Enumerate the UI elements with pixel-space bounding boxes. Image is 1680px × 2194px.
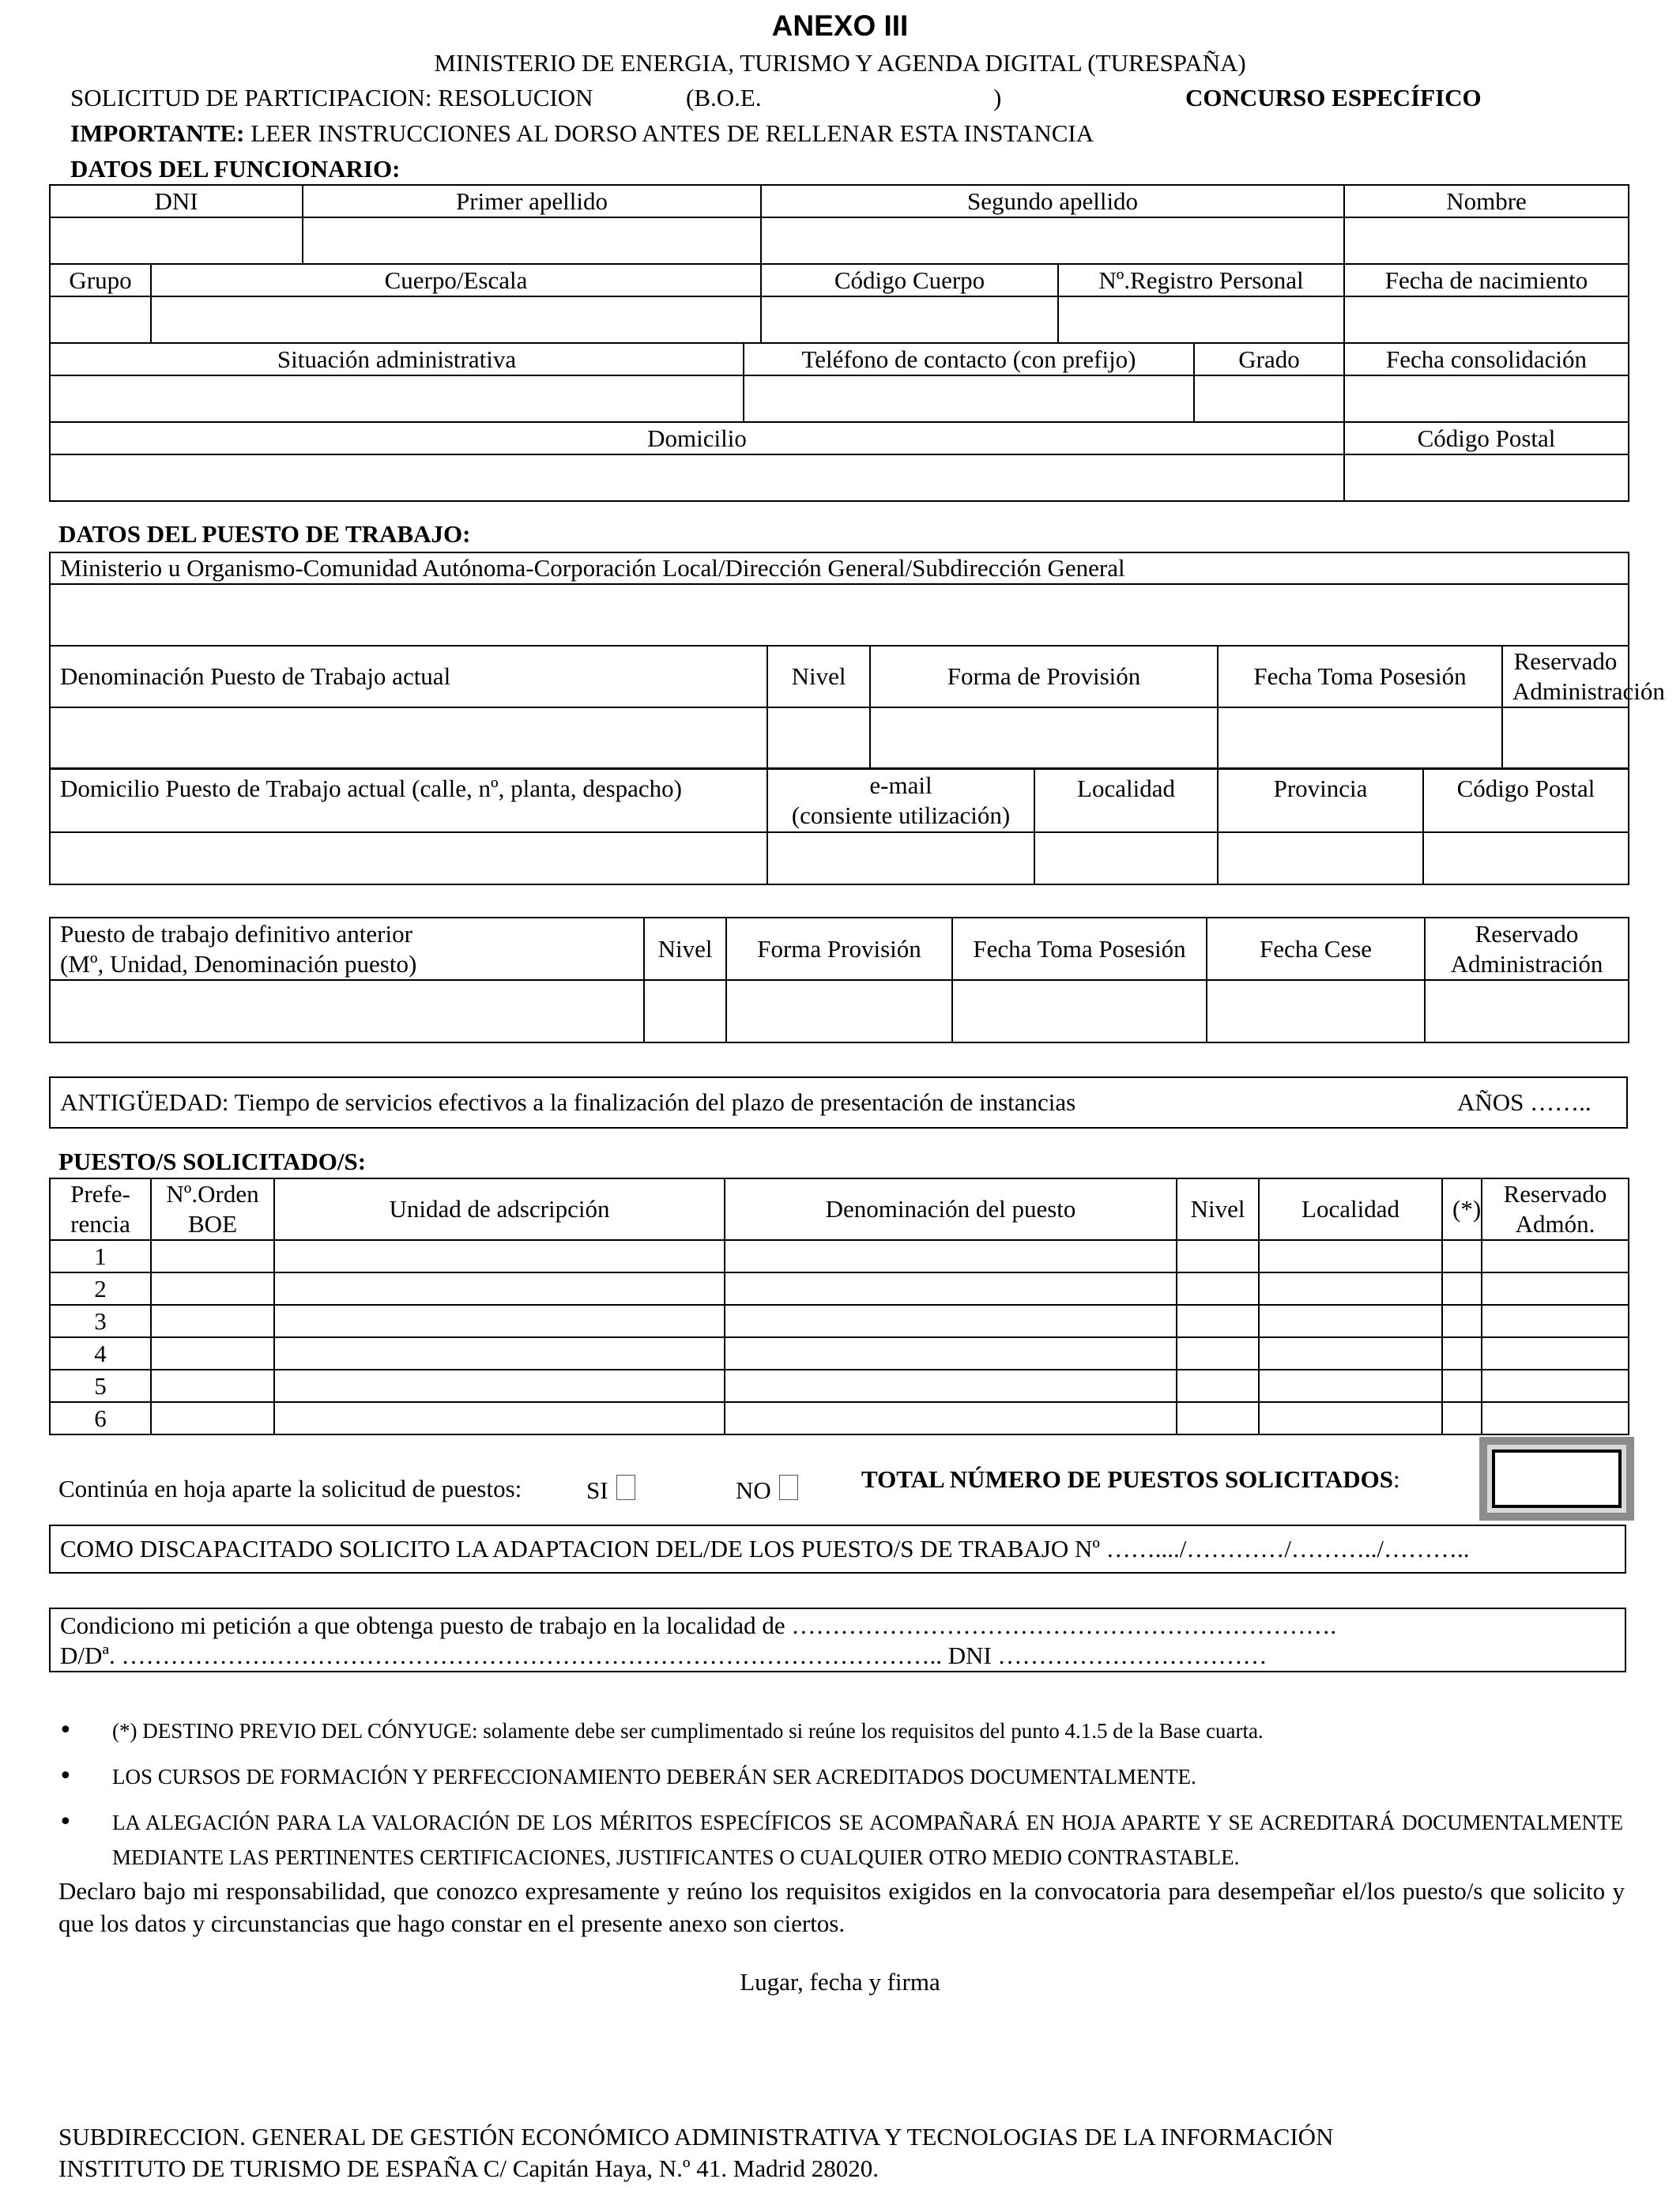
domicilio-field[interactable] <box>50 454 1344 501</box>
orden-line-2: BOE <box>188 1210 237 1238</box>
localidad-label: Localidad <box>1034 768 1218 832</box>
unidad-field[interactable] <box>274 1305 725 1337</box>
total-colon: : <box>1393 1465 1400 1493</box>
fecha-nacimiento-label: Fecha de nacimiento <box>1344 264 1629 296</box>
grado-field[interactable] <box>1194 375 1344 422</box>
importante-label: IMPORTANTE: <box>70 119 245 147</box>
denominacion-field[interactable] <box>725 1305 1177 1337</box>
preferencia-line-2: rencia <box>70 1210 130 1238</box>
nivel-field[interactable] <box>767 707 870 769</box>
reservado-field <box>1482 1337 1629 1370</box>
telefono-label: Teléfono de contacto (con prefijo) <box>744 343 1194 375</box>
page-title: ANEXO III <box>771 9 909 42</box>
registro-personal-field[interactable] <box>1058 296 1344 343</box>
orden-field[interactable] <box>151 1272 274 1305</box>
telefono-field[interactable] <box>744 375 1194 422</box>
solicitados-table <box>49 1178 1629 1435</box>
no-checkbox[interactable] <box>779 1475 798 1500</box>
anterior-reservado-line-2: Administración <box>1450 949 1603 978</box>
asterisco-field[interactable] <box>1442 1370 1482 1402</box>
segundo-apellido-field[interactable] <box>761 217 1344 264</box>
antiguedad-anos[interactable]: AÑOS …….. <box>1457 1088 1591 1116</box>
denominacion-puesto-label: Denominación del puesto <box>725 1178 1177 1240</box>
anterior-fecha-toma-field[interactable] <box>952 980 1207 1042</box>
total-box <box>1479 1437 1634 1521</box>
dni-label: DNI <box>50 185 303 217</box>
condiciono-line-1: Condiciono mi petición a que obtenga puesto de trabajo en la localidad de …………………………………………………………. <box>60 1612 1337 1639</box>
si-label: SI <box>586 1476 608 1504</box>
condiciono-box <box>49 1608 1626 1672</box>
anterior-reservado-label <box>1425 918 1629 980</box>
orden-line-1: Nº.Orden <box>166 1180 259 1208</box>
grado-label: Grado <box>1194 343 1344 375</box>
orden-field[interactable] <box>151 1370 274 1402</box>
email-field[interactable] <box>767 832 1034 884</box>
forma-provision-field[interactable] <box>870 707 1218 769</box>
anterior-label <box>50 918 644 980</box>
unidad-field[interactable] <box>274 1240 725 1272</box>
denominacion-field[interactable] <box>50 707 767 769</box>
localidad-field[interactable] <box>1259 1370 1442 1402</box>
continua-text: Continúa en hoja aparte la solicitud de puestos: <box>58 1475 522 1502</box>
unidad-field[interactable] <box>274 1402 725 1434</box>
localidad-field[interactable] <box>1259 1240 1442 1272</box>
solicitud-label: SOLICITUD DE PARTICIPACION: RESOLUCION <box>70 84 593 111</box>
declaro-text: Declaro bajo mi responsabilidad, que conozco expresamente y reúno los requisitos exigidos en la convocatoria para desempeñar el/los puesto/s que solicito y que los datos y circunstancias que hago constar en el presente anexo son ciertos. <box>58 1877 1625 1937</box>
nivel-field[interactable] <box>1177 1402 1259 1434</box>
reservado-line-1: Reservado <box>1513 647 1618 675</box>
asterisco-field[interactable] <box>1442 1305 1482 1337</box>
no-label: NO <box>736 1476 771 1504</box>
grupo-field[interactable] <box>50 296 151 343</box>
orden-field[interactable] <box>151 1337 274 1370</box>
concurso-label: CONCURSO ESPECÍFICO <box>1185 84 1482 111</box>
codigo-cuerpo-label: Código Cuerpo <box>761 264 1058 296</box>
note-item: • (*) DESTINO PREVIO DEL CÓNYUGE: solamente debe ser cumplimentado si reúne los requisitos del punto 4.1.5 de la Base cuarta. <box>58 1713 1623 1748</box>
asterisco-field[interactable] <box>1442 1337 1482 1370</box>
dni-field[interactable] <box>50 217 303 264</box>
domicilio-puesto-table <box>49 767 1629 885</box>
codigo-postal-puesto-label: Código Postal <box>1423 768 1629 832</box>
funcionario-table <box>49 184 1629 344</box>
anterior-table <box>49 917 1629 1043</box>
solicitados-nivel-label: Nivel <box>1177 1178 1259 1240</box>
reservado-field <box>1482 1305 1629 1337</box>
email-line-1: e-mail <box>869 771 932 799</box>
situacion-table <box>49 342 1629 502</box>
unidad-field[interactable] <box>274 1370 725 1402</box>
nombre-field[interactable] <box>1344 217 1629 264</box>
domicilio-puesto-field[interactable] <box>50 832 767 884</box>
asterisco-field[interactable] <box>1442 1240 1482 1272</box>
antiguedad-box <box>49 1076 1628 1129</box>
nivel-field[interactable] <box>1177 1240 1259 1272</box>
boe-close: ) <box>993 84 1002 111</box>
boe-open: (B.O.E. <box>686 84 762 111</box>
anterior-fecha-toma-label: Fecha Toma Posesión <box>952 918 1207 980</box>
situacion-label: Situación administrativa <box>50 343 744 375</box>
provincia-label: Provincia <box>1218 768 1423 832</box>
solicitados-reservado-line-2: Admón. <box>1515 1210 1595 1238</box>
primer-apellido-label: Primer apellido <box>303 185 761 217</box>
anterior-fecha-cese-field[interactable] <box>1207 980 1425 1042</box>
anterior-line-1: Puesto de trabajo definitivo anterior <box>60 919 412 948</box>
lugar-fecha-firma: Lugar, fecha y firma <box>740 1968 940 1996</box>
nombre-label: Nombre <box>1344 185 1629 217</box>
anterior-nivel-field[interactable] <box>644 980 726 1042</box>
orden-boe-label <box>151 1178 274 1240</box>
asterisco-field[interactable] <box>1442 1272 1482 1305</box>
registro-personal-label: Nº.Registro Personal <box>1058 264 1344 296</box>
notes-list <box>58 1713 1623 1875</box>
reservado-line-2: Administración <box>1512 677 1665 705</box>
anterior-line-2: (Mº, Unidad, Denominación puesto) <box>60 949 417 978</box>
importante-line <box>70 119 1094 148</box>
nivel-field[interactable] <box>1177 1305 1259 1337</box>
funcionario-heading: DATOS DEL FUNCIONARIO: <box>70 155 401 183</box>
anterior-field[interactable] <box>50 980 644 1042</box>
segundo-apellido-label: Segundo apellido <box>761 185 1344 217</box>
email-line-2: (consiente utilización) <box>791 801 1011 829</box>
reservado-field <box>1502 707 1629 769</box>
preferencia-3: 3 <box>50 1305 151 1337</box>
preferencia-line-1: Prefe- <box>70 1180 130 1208</box>
total-box-frame <box>1487 1445 1626 1513</box>
anterior-reservado-line-1: Reservado <box>1475 919 1579 948</box>
puesto-heading: DATOS DEL PUESTO DE TRABAJO: <box>58 520 471 548</box>
footer-line-1: SUBDIRECCION. GENERAL DE GESTIÓN ECONÓMICO ADMINISTRATIVA Y TECNOLOGIAS DE LA INFORMACIÓN <box>58 2123 1334 2151</box>
anterior-reservado-field <box>1425 980 1629 1042</box>
reservado-field <box>1482 1272 1629 1305</box>
importante-text: LEER INSTRUCCIONES AL DORSO ANTES DE RELLENAR ESTA INSTANCIA <box>250 119 1094 147</box>
condiciono-line-2: D/Dª. ……………………………………………………………………………………….. DNI …………………………… <box>60 1642 1268 1669</box>
preferencia-6: 6 <box>50 1402 151 1434</box>
cuerpo-escala-label: Cuerpo/Escala <box>151 264 761 296</box>
reservado-field <box>1482 1402 1629 1434</box>
note-item: • LA ALEGACIÓN PARA LA VALORACIÓN DE LOS MÉRITOS ESPECÍFICOS SE ACOMPAÑARÁ EN HOJA APARTE Y SE ACREDITARÁ DOCUMENTALMENTE MEDIANTE LAS PERTINENTES CERTIFICACIONES, JUSTIFICANTES O CUALQUIER OTRO MEDIO CONTRASTABLE. <box>58 1805 1623 1875</box>
denominacion-field[interactable] <box>725 1402 1177 1434</box>
orden-field[interactable] <box>151 1305 274 1337</box>
asterisco-label: (*) <box>1442 1178 1482 1240</box>
codigo-cuerpo-field[interactable] <box>761 296 1058 343</box>
solicitados-reservado-label <box>1482 1178 1629 1240</box>
solicitados-heading: PUESTO/S SOLICITADO/S: <box>58 1148 367 1175</box>
solicitados-reservado-line-1: Reservado <box>1503 1180 1607 1208</box>
preferencia-5: 5 <box>50 1370 151 1402</box>
grupo-label: Grupo <box>50 264 151 296</box>
preferencia-4: 4 <box>50 1337 151 1370</box>
denominacion-field[interactable] <box>725 1370 1177 1402</box>
orden-field[interactable] <box>151 1402 274 1434</box>
nivel-label: Nivel <box>767 646 870 707</box>
note-item: • LOS CURSOS DE FORMACIÓN Y PERFECCIONAMIENTO DEBERÁN SER ACREDITADOS DOCUMENTALMENTE. <box>58 1759 1623 1794</box>
discapacitado-box <box>49 1525 1626 1574</box>
ministerio-field[interactable] <box>50 584 1629 646</box>
domicilio-puesto-label: Domicilio Puesto de Trabajo actual (calle, nº, planta, despacho) <box>50 768 767 832</box>
antiguedad-text: ANTIGÜEDAD: Tiempo de servicios efectivos a la finalización del plazo de presentación de instancias <box>60 1088 1076 1116</box>
fecha-consolidacion-field[interactable] <box>1344 375 1629 422</box>
anterior-forma-field[interactable] <box>726 980 952 1042</box>
total-input[interactable] <box>1492 1449 1622 1508</box>
no-option <box>736 1475 798 1505</box>
nivel-field[interactable] <box>1177 1272 1259 1305</box>
situacion-field[interactable] <box>50 375 744 422</box>
localidad-field[interactable] <box>1034 832 1218 884</box>
codigo-postal-field[interactable] <box>1344 454 1629 501</box>
localidad-field[interactable] <box>1259 1272 1442 1305</box>
fecha-toma-field[interactable] <box>1218 707 1502 769</box>
ministerio-label: Ministerio u Organismo-Comunidad Autónoma-Corporación Local/Dirección General/Subdirección General <box>50 552 1629 584</box>
denominacion-label: Denominación Puesto de Trabajo actual <box>50 646 767 707</box>
fecha-toma-label: Fecha Toma Posesión <box>1218 646 1502 707</box>
si-checkbox[interactable] <box>616 1475 635 1500</box>
anterior-fecha-cese-label: Fecha Cese <box>1207 918 1425 980</box>
codigo-postal-puesto-field[interactable] <box>1423 832 1629 884</box>
provincia-field[interactable] <box>1218 832 1423 884</box>
preferencia-1: 1 <box>50 1240 151 1272</box>
forma-provision-label: Forma de Provisión <box>870 646 1218 707</box>
nivel-field[interactable] <box>1177 1370 1259 1402</box>
reservado-field <box>1482 1370 1629 1402</box>
reservado-field <box>1482 1240 1629 1272</box>
anterior-nivel-label: Nivel <box>644 918 726 980</box>
denominacion-field[interactable] <box>725 1240 1177 1272</box>
codigo-postal-label: Código Postal <box>1344 422 1629 454</box>
primer-apellido-field[interactable] <box>303 217 761 264</box>
unidad-field[interactable] <box>274 1337 725 1370</box>
nivel-field[interactable] <box>1177 1337 1259 1370</box>
solicitados-localidad-label: Localidad <box>1259 1178 1442 1240</box>
anterior-forma-label: Forma Provisión <box>726 918 952 980</box>
si-option <box>586 1475 635 1505</box>
puesto-table <box>49 552 1665 770</box>
discapacitado-text: COMO DISCAPACITADO SOLICITO LA ADAPTACION DEL/DE LOS PUESTO/S DE TRABAJO Nº ……..../…………/………../……….. <box>60 1535 1470 1563</box>
total-label-line <box>861 1465 1400 1494</box>
localidad-field[interactable] <box>1259 1337 1442 1370</box>
localidad-field[interactable] <box>1259 1402 1442 1434</box>
localidad-field[interactable] <box>1259 1305 1442 1337</box>
preferencia-2: 2 <box>50 1272 151 1305</box>
orden-field[interactable] <box>151 1240 274 1272</box>
cuerpo-escala-field[interactable] <box>151 296 761 343</box>
reservado-label <box>1502 646 1665 707</box>
denominacion-field[interactable] <box>725 1272 1177 1305</box>
domicilio-label: Domicilio <box>50 422 1344 454</box>
ministry-name: MINISTERIO DE ENERGIA, TURISMO Y AGENDA DIGITAL (TURESPAÑA) <box>434 49 1246 77</box>
footer-line-2: INSTITUTO DE TURISMO DE ESPAÑA C/ Capitán Haya, N.º 41. Madrid 28020. <box>58 2154 880 2182</box>
unidad-field[interactable] <box>274 1272 725 1305</box>
total-label: TOTAL NÚMERO DE PUESTOS SOLICITADOS <box>861 1465 1393 1493</box>
asterisco-field[interactable] <box>1442 1402 1482 1434</box>
preferencia-label <box>50 1178 151 1240</box>
fecha-consolidacion-label: Fecha consolidación <box>1344 343 1629 375</box>
unidad-label: Unidad de adscripción <box>274 1178 725 1240</box>
denominacion-field[interactable] <box>725 1337 1177 1370</box>
email-label <box>767 768 1034 832</box>
fecha-nacimiento-field[interactable] <box>1344 296 1629 343</box>
